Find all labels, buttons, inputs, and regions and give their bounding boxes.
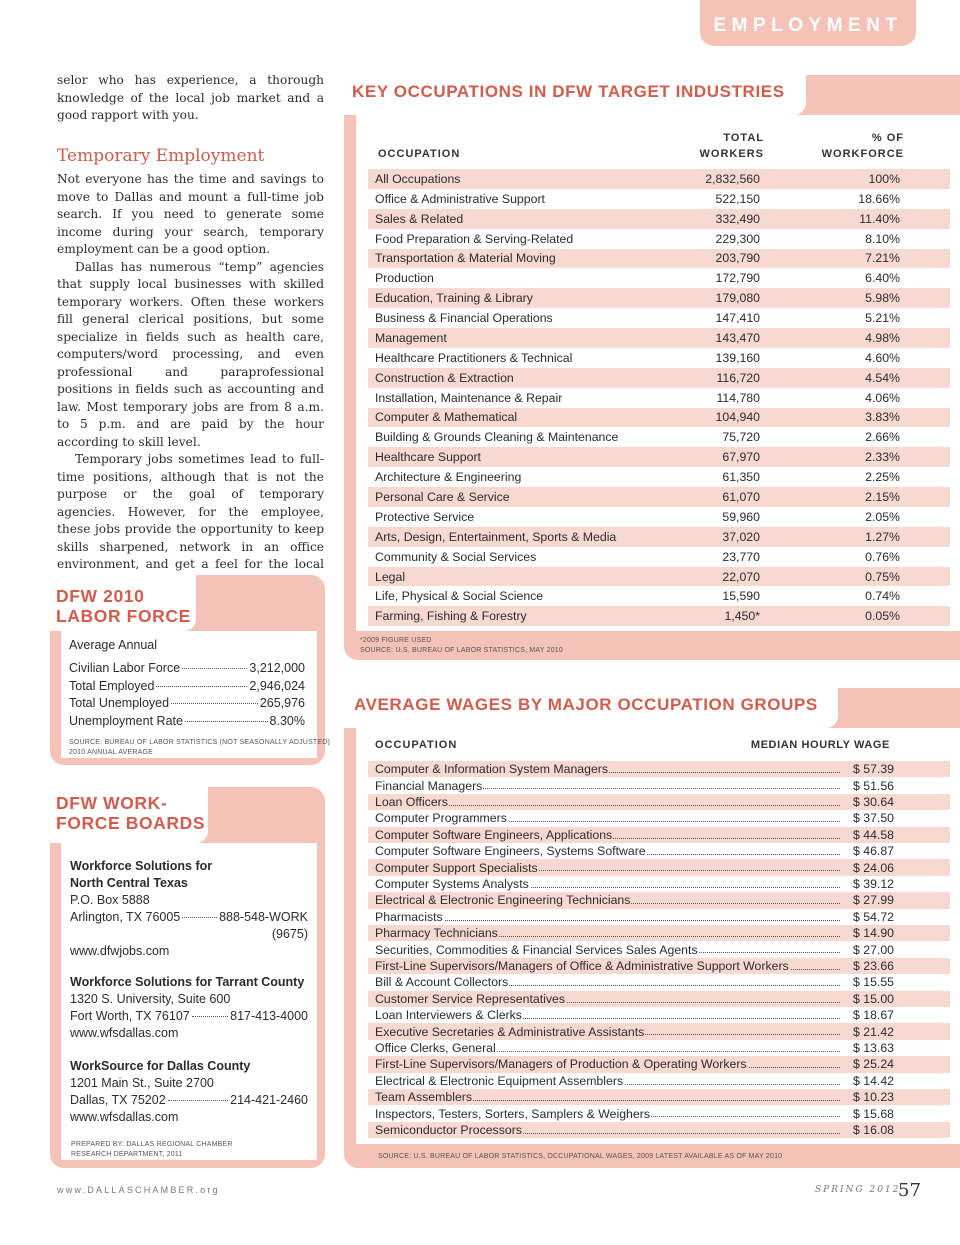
wage-value: $ 15.55: [852, 975, 894, 990]
wage-row: [368, 843, 950, 859]
temporary-employment-body: [57, 171, 324, 591]
total-workers: 37,020: [722, 529, 760, 544]
occupation-row: [368, 249, 950, 269]
occupation-name: Protective Service: [375, 509, 475, 524]
total-workers: 23,770: [722, 549, 760, 564]
labor-force-value: 3,212,000: [249, 661, 305, 675]
occupation-name: Sales & Related: [375, 211, 464, 226]
occupation-name: Building & Grounds Cleaning & Maintenance: [375, 430, 619, 445]
wage-occupation: Computer Support Specialists: [375, 860, 538, 875]
wage-row: [368, 909, 950, 925]
wage-value: $ 54.72: [852, 909, 894, 924]
wage-occupation: Customer Service Representatives: [375, 991, 565, 1006]
wage-value: $ 24.06: [852, 860, 894, 875]
section-tag: EMPLOYMENT: [700, 0, 916, 46]
total-workers: 229,300: [715, 231, 760, 246]
wage-occupation: Securities, Commodities & Financial Services Sales Agents: [375, 942, 698, 957]
wage-row: [368, 827, 950, 843]
footer-issue: SPRING 2012: [815, 1185, 901, 1195]
total-workers: 179,080: [715, 291, 760, 306]
labor-force-label: Total Employed: [69, 678, 155, 693]
occupation-row: [368, 268, 950, 288]
wage-occupation: Financial Managers: [375, 778, 483, 793]
wage-value: $ 13.63: [852, 1040, 894, 1055]
occupation-row: [368, 447, 950, 467]
wage-value: $ 39.12: [852, 876, 894, 891]
wage-value: $ 15.68: [852, 1106, 894, 1121]
wage-row: [368, 761, 950, 777]
wage-row: [368, 859, 950, 875]
pct-workforce: 4.06%: [865, 390, 900, 405]
wage-value: $ 10.23: [852, 1090, 894, 1105]
wage-row: [368, 958, 950, 974]
occupation-row: [368, 427, 950, 447]
wage-row: [368, 941, 950, 957]
wage-row: [368, 794, 950, 810]
workforce-entry-dallas: WorkSource for Dallas County 1201 Main St., Suite 2700 Dallas, TX 75202 214-421-2460 www.wfsdallas.com: [70, 1059, 308, 1124]
phone-number: 214-421-2460: [230, 1093, 308, 1107]
total-workers: 22,070: [722, 569, 760, 584]
labor-force-label: Total Unemployed: [69, 696, 170, 710]
wage-value: $ 37.50: [852, 811, 894, 826]
total-workers: 143,470: [715, 330, 760, 345]
occupation-name: All Occupations: [375, 171, 461, 186]
pct-workforce: 4.60%: [865, 350, 900, 365]
temp-para-2: Dallas has numerous “temp” agencies that supply local businesses with skilled temporary workers. Often these workers fill general clerical positions, but some specialize in fields such as health care, computers/word processing, and even professional and paraprofessional positions in fields such as accounting and law. Most temporary jobs are from 8 a.m. to 5 p.m. and are paid by the hour according to skill level.: [57, 259, 324, 449]
wage-row: [368, 1122, 950, 1138]
pct-workforce: 2.33%: [865, 450, 900, 465]
footer-website: www.DALLASCHAMBER.org: [57, 1185, 220, 1195]
wage-occupation: Pharmacy Technicians: [375, 926, 498, 941]
wage-row: [368, 810, 950, 826]
wage-occupation: Office Clerks, General: [375, 1040, 496, 1055]
labor-force-row: [69, 714, 305, 728]
wage-value: $ 25.24: [852, 1057, 894, 1072]
pct-workforce: 100%: [868, 171, 900, 186]
total-workers: 114,780: [716, 390, 760, 405]
occupation-name: Arts, Design, Entertainment, Sports & Media: [375, 529, 617, 544]
occupation-row: [368, 169, 950, 189]
occupation-name: Food Preparation & Serving-Related: [375, 231, 574, 246]
total-workers: 67,970: [722, 450, 760, 465]
pct-workforce: 0.74%: [865, 589, 900, 604]
occupation-name: Installation, Maintenance & Repair: [375, 390, 563, 405]
labor-force-row: [69, 661, 305, 675]
total-workers: 139,160: [715, 350, 760, 365]
pct-workforce: 4.54%: [865, 370, 900, 385]
wage-row: [368, 974, 950, 990]
total-workers: 104,940: [715, 410, 760, 425]
wage-occupation: Semiconductor Processors: [375, 1122, 522, 1137]
total-workers: 2,832,560: [705, 171, 760, 186]
wage-row: [368, 892, 950, 908]
wage-value: $ 57.39: [852, 762, 894, 777]
website-link[interactable]: www.dfwjobs.com: [70, 944, 170, 958]
wage-value: $ 14.90: [852, 926, 894, 941]
wage-value: $ 23.66: [852, 958, 894, 973]
labor-force-value: 265,976: [259, 696, 305, 710]
temp-para-1: Not everyone has the time and savings to move to Dallas and mount a full-time job search. If you need to generate some income during your search, temporary employment can be a good option.: [57, 172, 324, 256]
wage-value: $ 14.42: [852, 1073, 894, 1088]
pct-workforce: 3.83%: [865, 410, 900, 425]
total-workers: 172,790: [715, 271, 760, 286]
wage-occupation: Electrical & Electronic Equipment Assemblers: [375, 1073, 624, 1088]
labor-force-row: [69, 696, 305, 710]
wages-source: SOURCE: U.S. BUREAU OF LABOR STATISTICS, OCCUPATIONAL WAGES, 2009 LATEST AVAILABLE AS OF MAY 2010: [378, 1153, 783, 1160]
total-workers: 59,960: [722, 509, 760, 524]
wage-row: [368, 1089, 950, 1105]
website-link[interactable]: www.wfsdallas.com: [70, 1110, 179, 1124]
total-workers: 61,350: [722, 470, 760, 485]
total-workers: 203,790: [715, 251, 760, 266]
pct-workforce: 2.15%: [865, 490, 900, 505]
occupation-name: Legal: [375, 569, 406, 584]
pct-workforce: 2.05%: [865, 509, 900, 524]
occupation-row: [368, 229, 950, 249]
wage-row: [368, 777, 950, 793]
intro-paragraph: [57, 72, 324, 125]
website-link[interactable]: www.wfsdallas.com: [70, 1026, 179, 1040]
occupation-row: [368, 586, 950, 606]
occupation-row: [368, 507, 950, 527]
wage-occupation: Computer Software Engineers, Applications: [375, 827, 613, 842]
total-workers: 522,150: [715, 191, 760, 206]
labor-force-subtitle: Average Annual: [69, 638, 158, 652]
wage-value: $ 16.08: [852, 1122, 894, 1137]
wage-value: $ 18.67: [852, 1008, 894, 1023]
occupation-row: [368, 209, 950, 229]
col-total-workers: TOTAL WORKERS: [699, 132, 764, 160]
wage-occupation: First-Line Supervisors/Managers of Production & Operating Workers: [375, 1057, 747, 1072]
wage-occupation: Pharmacists: [375, 909, 443, 924]
wage-row: [368, 925, 950, 941]
wage-occupation: Loan Interviewers & Clerks: [375, 1008, 522, 1023]
occupation-row: [368, 388, 950, 408]
occupation-row: [368, 348, 950, 368]
labor-force-row: [69, 679, 305, 693]
total-workers: 147,410: [715, 311, 760, 326]
occupation-row: [368, 606, 950, 626]
phone-number: 817-413-4000: [230, 1009, 308, 1023]
wage-row: [368, 991, 950, 1007]
total-workers: 332,490: [715, 211, 760, 226]
wage-occupation: Team Assemblers: [375, 1090, 473, 1105]
occupation-name: Management: [375, 330, 447, 345]
pct-workforce: 2.66%: [865, 430, 900, 445]
wages-title: AVERAGE WAGES BY MAJOR OCCUPATION GROUPS: [354, 695, 818, 714]
occupation-row: [368, 328, 950, 348]
occupation-row: [368, 467, 950, 487]
labor-force-value: 8.30%: [269, 713, 305, 728]
occupation-row: [368, 189, 950, 209]
pct-workforce: 6.40%: [865, 271, 900, 286]
pct-workforce: 0.75%: [865, 569, 900, 584]
pct-workforce: 5.98%: [865, 291, 900, 306]
occupation-name: Healthcare Practitioners & Technical: [375, 350, 573, 365]
occupations-footnote: *2009 FIGURE USED SOURCE: U.S. BUREAU OF LABOR STATISTICS, MAY 2010: [360, 637, 563, 654]
occupation-name: Production: [375, 271, 434, 286]
leader-dots: [375, 920, 840, 921]
temp-para-3: Temporary jobs sometimes lead to full-time positions, although that is not the purpose or the goal of temporary agencies. However, for the employee, these jobs provide the opportunity to keep skills sharpened, network in an office environment, and get a feel for the local: [57, 452, 324, 571]
wage-occupation: Computer Programmers: [375, 811, 507, 826]
occupation-name: Education, Training & Library: [375, 291, 533, 306]
wage-value: $ 27.00: [852, 942, 894, 957]
wage-row: [368, 1056, 950, 1072]
wage-value: $ 27.99: [852, 893, 894, 908]
intro-text: selor who has experience, a thorough knowledge of the local job market and a good rapport with you.: [57, 73, 324, 122]
wage-row: [368, 1007, 950, 1023]
leader-dots: [185, 721, 268, 722]
occupation-name: Life, Physical & Social Science: [375, 589, 544, 604]
leader-dots: [182, 668, 247, 669]
total-workers: 75,720: [722, 430, 760, 445]
labor-force-title: DFW 2010 LABOR FORCE: [56, 586, 191, 626]
wage-row: [368, 876, 950, 892]
wages-col-occupation: OCCUPATION: [375, 739, 458, 751]
wage-occupation: Electrical & Electronic Engineering Technicians: [375, 893, 631, 908]
leader-dots: [171, 703, 258, 704]
wages-col-median: MEDIAN HOURLY WAGE: [750, 739, 890, 751]
wage-row: [368, 1023, 950, 1039]
pct-workforce: 7.21%: [865, 251, 900, 266]
labor-force-label: Unemployment Rate: [69, 713, 183, 728]
wage-occupation: Bill & Account Collectors: [375, 975, 509, 990]
workforce-entry-tarrant: Workforce Solutions for Tarrant County 1320 S. University, Suite 600 Fort Worth, TX 76107 817-413-4000 www.wfsdallas.com: [70, 975, 308, 1040]
total-workers: 116,720: [716, 370, 760, 385]
pct-workforce: 8.10%: [865, 231, 900, 246]
occupation-name: Community & Social Services: [375, 549, 537, 564]
wage-row: [368, 1073, 950, 1089]
pct-workforce: 18.66%: [858, 191, 900, 206]
occupation-name: Personal Care & Service: [375, 490, 510, 505]
wage-value: $ 15.00: [852, 991, 894, 1006]
total-workers: 15,590: [722, 589, 760, 604]
temporary-employment-heading: Temporary Employment: [57, 146, 265, 166]
wage-value: $ 46.87: [852, 844, 894, 859]
wage-value: $ 21.42: [852, 1024, 894, 1039]
occupation-row: [368, 288, 950, 308]
occupation-name: Healthcare Support: [375, 450, 481, 465]
occupation-name: Construction & Extraction: [375, 370, 514, 385]
labor-force-value: 2,946,024: [249, 678, 305, 693]
workforce-boards-title: DFW WORK- FORCE BOARDS: [56, 793, 206, 833]
workforce-entry-north-central: Workforce Solutions for North Central Texas P.O. Box 5888 Arlington, TX 76005 888-548-WORK (9675) www.dfwjobs.com: [70, 859, 308, 958]
pct-workforce: 4.98%: [865, 330, 900, 345]
wage-row: [368, 1105, 950, 1121]
occupation-row: [368, 368, 950, 388]
wage-occupation: Executive Secretaries & Administrative Assistants: [375, 1024, 645, 1039]
occupation-row: [368, 567, 950, 587]
pct-workforce: 11.40%: [859, 211, 900, 226]
wage-occupation: Computer & Information System Managers: [375, 762, 609, 777]
occupation-name: Farming, Fishing & Forestry: [375, 609, 527, 624]
col-occupation: OCCUPATION: [378, 148, 461, 160]
pct-workforce: 1.27%: [865, 529, 900, 544]
wage-value: $ 44.58: [852, 827, 894, 842]
pct-workforce: 2.25%: [865, 470, 900, 485]
pct-workforce: 5.21%: [865, 311, 900, 326]
occupation-row: [368, 527, 950, 547]
total-workers: 61,070: [722, 490, 760, 505]
occupation-name: Architecture & Engineering: [375, 470, 522, 485]
occupation-name: Office & Administrative Support: [375, 191, 545, 206]
wage-value: $ 51.56: [852, 778, 894, 793]
wage-occupation: Loan Officers: [375, 794, 448, 809]
occupation-row: [368, 308, 950, 328]
leader-dots: [156, 686, 247, 687]
wage-occupation: Inspectors, Testers, Sorters, Samplers & Weighers: [375, 1106, 650, 1121]
occupation-row: [368, 487, 950, 507]
occupation-row: [368, 547, 950, 567]
pct-workforce: 0.76%: [865, 549, 900, 564]
wage-occupation: Computer Software Engineers, Systems Software: [375, 844, 646, 859]
col-pct-workforce: % OF WORKFORCE: [821, 132, 904, 160]
workforce-prepared-by: PREPARED BY: DALLAS REGIONAL CHAMBER RESEARCH DEPARTMENT, 2011: [71, 1141, 233, 1158]
occupations-title: KEY OCCUPATIONS IN DFW TARGET INDUSTRIES: [352, 82, 785, 101]
occupation-name: Business & Financial Operations: [375, 311, 553, 326]
labor-force-source: SOURCE: BUREAU OF LABOR STATISTICS (NOT SEASONALLY ADJUSTED) 2010 ANNUAL AVERAGE: [69, 739, 331, 756]
page-number: 57: [898, 1180, 921, 1201]
phone-number: 888-548-WORK: [219, 910, 308, 924]
wage-occupation: Computer Systems Analysts: [375, 876, 529, 891]
wage-row: [368, 1040, 950, 1056]
occupation-name: Transportation & Material Moving: [375, 251, 556, 266]
total-workers: 1,450*: [724, 609, 760, 624]
labor-force-label: Civilian Labor Force: [69, 661, 181, 675]
occupation-row: [368, 408, 950, 428]
occupation-name: Computer & Mathematical: [375, 410, 518, 425]
wage-occupation: First-Line Supervisors/Managers of Office & Administrative Support Workers: [375, 958, 789, 973]
pct-workforce: 0.05%: [865, 609, 900, 624]
wage-value: $ 30.64: [852, 794, 894, 809]
